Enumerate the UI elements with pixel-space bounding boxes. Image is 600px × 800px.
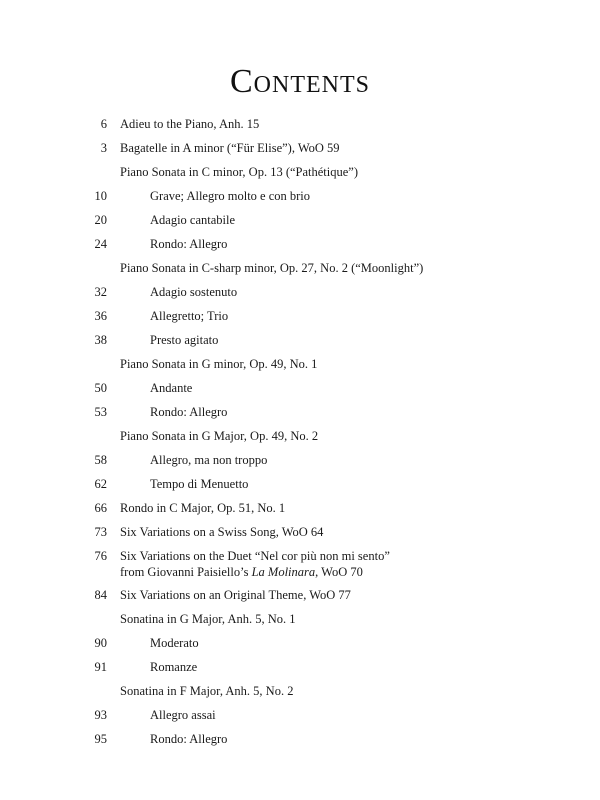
toc-page-number: 53 xyxy=(94,405,107,419)
toc-title-text: Tempo di Menuetto xyxy=(150,477,249,491)
toc-title-text: Piano Sonata in C-sharp minor, Op. 27, No. 2 (“Moonlight”) xyxy=(120,261,424,275)
toc-title-italic: La Molinara xyxy=(251,565,316,579)
toc-movement-title xyxy=(150,707,216,723)
toc-title-continuation-end: , WoO 70 xyxy=(315,565,363,579)
toc-title-text: Piano Sonata in G minor, Op. 49, No. 1 xyxy=(120,357,318,371)
toc-page-number: 32 xyxy=(94,285,107,299)
toc-page-number: 10 xyxy=(94,189,107,203)
toc-page-number: 50 xyxy=(94,381,107,395)
toc-page-number: 66 xyxy=(94,501,107,515)
toc-movement-title xyxy=(150,236,227,252)
toc-title-text: Presto agitato xyxy=(150,333,219,347)
toc-title-text: Piano Sonata in G Major, Op. 49, No. 2 xyxy=(120,429,319,443)
toc-title-text: Romanze xyxy=(150,660,198,674)
toc-title-text: Allegro assai xyxy=(150,708,216,722)
toc-movement-title xyxy=(150,731,227,747)
toc-page-number: 95 xyxy=(94,732,107,746)
toc-page-number: 24 xyxy=(94,237,107,251)
toc-title-text: Six Variations on a Swiss Song, WoO 64 xyxy=(120,525,324,539)
toc-title-text: Six Variations on the Duet “Nel cor più non mi sento” xyxy=(120,549,390,563)
toc-page-number: 20 xyxy=(94,213,107,227)
toc-work-title xyxy=(120,116,259,132)
toc-title-text: Rondo: Allegro xyxy=(150,405,228,419)
toc-title-text: Rondo: Allegro xyxy=(150,237,228,251)
toc-work-title xyxy=(120,500,285,516)
toc-title-text: Rondo: Allegro xyxy=(150,732,228,746)
toc-work-title xyxy=(120,524,323,540)
toc-title-text: Piano Sonata in C minor, Op. 13 (“Pathétique”) xyxy=(120,165,359,179)
toc-title-text: Moderato xyxy=(150,636,199,650)
toc-movement-title xyxy=(150,476,248,492)
toc-title-text: Adagio cantabile xyxy=(150,213,236,227)
toc-movement-title xyxy=(150,332,218,348)
page-title: Contents xyxy=(229,63,370,100)
toc-work-title xyxy=(120,260,423,276)
toc-movement-title xyxy=(150,188,310,204)
toc-movement-title xyxy=(150,635,199,651)
toc-work-title xyxy=(120,356,317,372)
toc-title-text: Allegro, ma non troppo xyxy=(150,453,268,467)
toc-title-text: Andante xyxy=(150,381,193,395)
toc-movement-title xyxy=(150,212,235,228)
toc-movement-title xyxy=(150,380,192,396)
toc-page-number: 73 xyxy=(94,525,107,539)
toc-title-text: Allegretto; Trio xyxy=(150,309,229,323)
toc-title-text: Grave; Allegro molto e con brio xyxy=(150,189,311,203)
toc-movement-title xyxy=(150,284,237,300)
toc-page-number: 91 xyxy=(94,660,107,674)
toc-page-number: 3 xyxy=(100,141,107,155)
toc-title-continuation: from Giovanni Paisiello’s xyxy=(120,565,252,579)
toc-page-number: 93 xyxy=(94,708,107,722)
toc-page-number: 6 xyxy=(100,117,107,131)
toc-title-text: Sonatina in G Major, Anh. 5, No. 1 xyxy=(120,612,296,626)
toc-page-number: 36 xyxy=(94,309,107,323)
toc-title-text: Six Variations on an Original Theme, WoO 77 xyxy=(120,588,351,602)
toc-movement-title xyxy=(150,659,197,675)
toc-title-text: Adagio sostenuto xyxy=(150,285,238,299)
toc-work-title xyxy=(120,548,390,580)
toc-movement-title xyxy=(150,308,228,324)
toc-work-title xyxy=(120,140,340,156)
toc-page-number: 38 xyxy=(94,333,107,347)
toc-movement-title xyxy=(150,452,267,468)
toc-work-title xyxy=(120,587,351,603)
toc-title-text: Sonatina in F Major, Anh. 5, No. 2 xyxy=(120,684,294,698)
toc-title-text: Rondo in C Major, Op. 51, No. 1 xyxy=(120,501,286,515)
toc-work-title xyxy=(120,683,293,699)
toc-page-number: 62 xyxy=(94,477,107,491)
toc-page-number: 58 xyxy=(94,453,107,467)
toc-work-title xyxy=(120,428,318,444)
toc-title-text: Bagatelle in A minor (“Für Elise”), WoO 59 xyxy=(120,141,340,155)
toc-page-number: 90 xyxy=(94,636,107,650)
toc-title-text: Adieu to the Piano, Anh. 15 xyxy=(120,117,260,131)
toc-work-title xyxy=(120,611,296,627)
toc-work-title xyxy=(120,164,358,180)
toc-movement-title xyxy=(150,404,227,420)
toc-page-number: 76 xyxy=(94,549,107,563)
toc-page-number: 84 xyxy=(94,588,107,602)
